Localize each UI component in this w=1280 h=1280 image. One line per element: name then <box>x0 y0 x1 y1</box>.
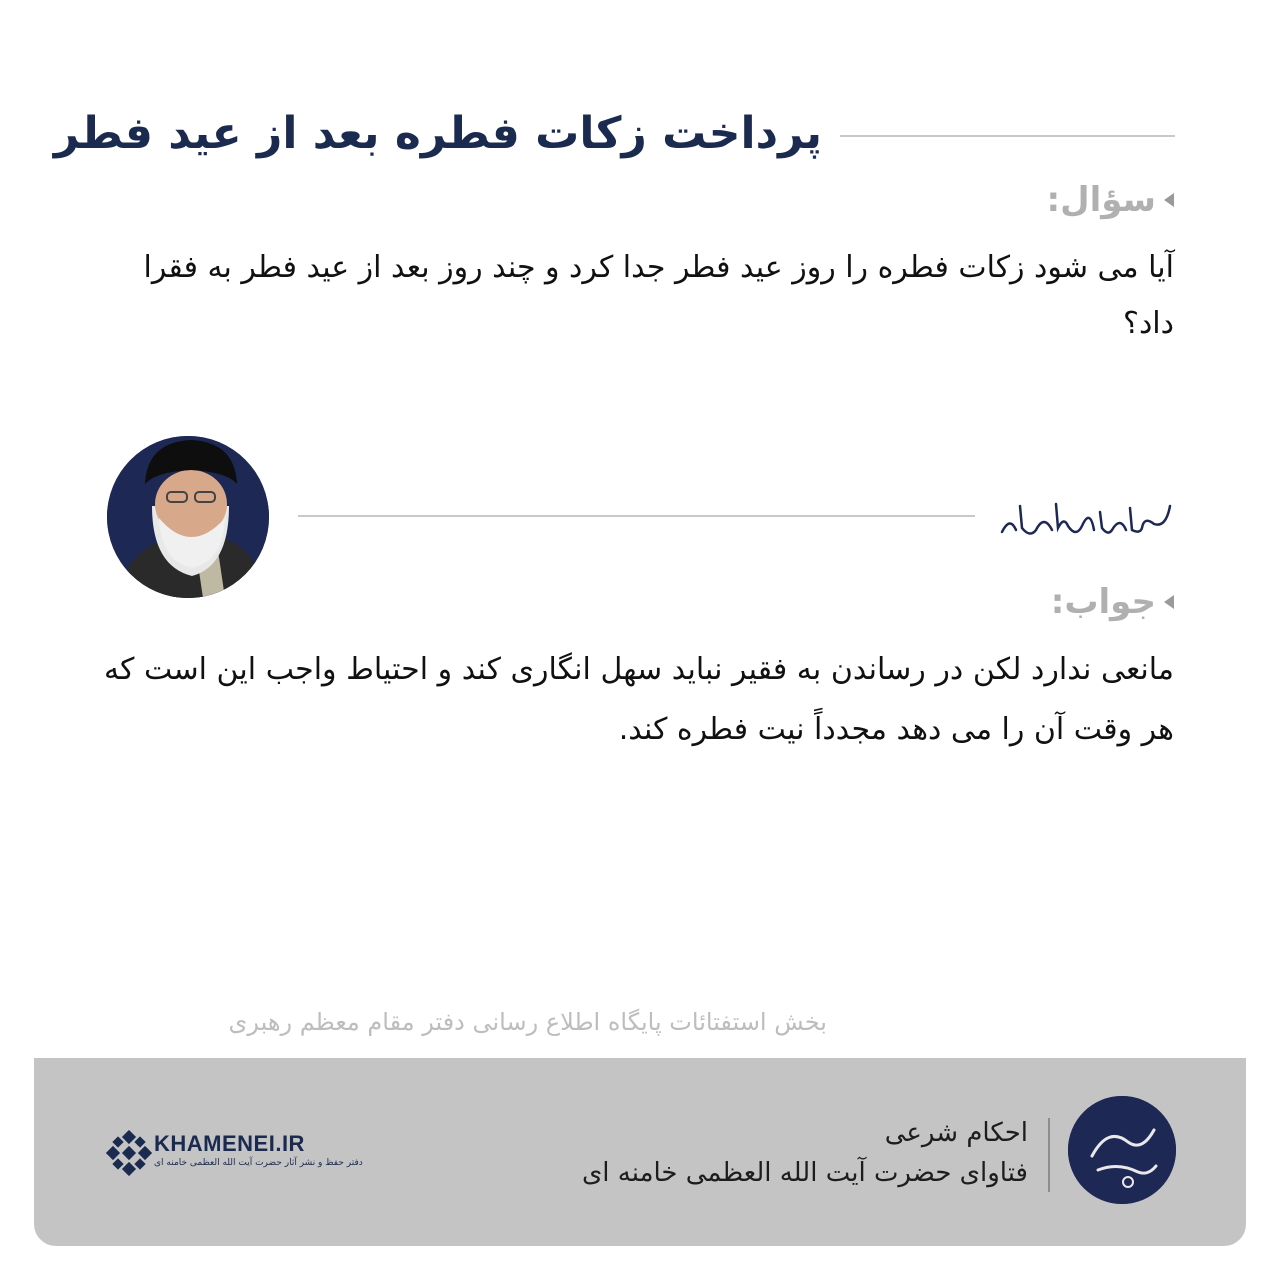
ahkam-seal-icon <box>1068 1096 1176 1204</box>
title-divider <box>840 135 1175 137</box>
answer-label <box>1051 582 1174 622</box>
page-title: پرداخت زکات فطره بعد از عید فطر <box>53 108 822 159</box>
triangle-left-icon <box>1164 193 1174 207</box>
answer-text: مانعی ندارد لکن در رساندن به فقیر نباید سهل انگاری کند و احتیاط واجب این است که هر وقت آن را می دهد مجدداً نیت فطره کند. <box>104 652 1174 747</box>
basmala-divider <box>298 515 975 517</box>
footer-bar <box>34 1058 1246 1246</box>
portrait-avatar <box>107 436 269 598</box>
footer-series-title: فتاوای حضرت آیت الله العظمی خامنه ای <box>581 1158 1028 1188</box>
basmala-calligraphy <box>994 486 1174 546</box>
khamenei-logo-icon <box>106 1130 152 1176</box>
answer-label-text: جواب: <box>1050 582 1156 622</box>
footer-category: احکام شرعی <box>884 1118 1028 1148</box>
question-label <box>1046 180 1174 220</box>
question-text: آیا می شود زکات فطره را روز عید فطر جدا کرد و چند روز بعد از عید فطر به فقرا داد؟ <box>143 250 1174 341</box>
footer-separator <box>1048 1118 1050 1192</box>
site-subtitle: دفتر حفظ و نشر آثار حضرت آیت الله العظمی خامنه ای <box>154 1158 363 1168</box>
triangle-left-icon <box>1164 595 1174 609</box>
site-name[interactable]: KHAMENEI.IR <box>154 1131 305 1156</box>
source-note: بخش استفتائات پایگاه اطلاع رسانی دفتر مقام معظم رهبری <box>228 1008 827 1036</box>
question-label-text: سؤال: <box>1046 180 1156 220</box>
